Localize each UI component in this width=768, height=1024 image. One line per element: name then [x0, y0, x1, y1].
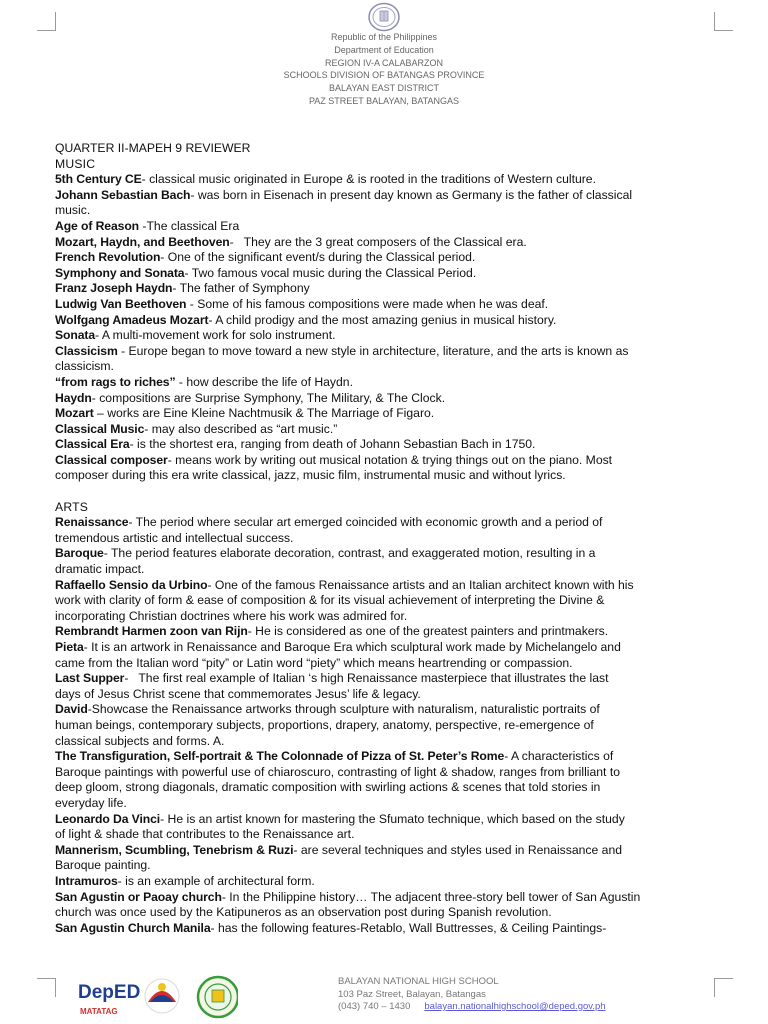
music-definition: - compositions are Surprise Symphony, The Military, & The Clock. — [91, 390, 446, 405]
arts-definition: days of Jesus Christ scene that commemorates Jesus’ life & legacy. — [55, 686, 421, 701]
music-term: Classicism — [55, 343, 118, 358]
music-definition: music. — [55, 203, 91, 218]
music-definition: - classical music originated in Europe & is rooted in the traditions of Western culture. — [141, 172, 596, 187]
footer-logos — [78, 972, 238, 1022]
music-definition: - may also described as “art music.” — [144, 421, 338, 436]
arts-definition: dramatic impact. — [55, 562, 145, 577]
arts-definition: - In the Philippine history… The adjacent three-story bell tower of San Agustin — [221, 889, 641, 904]
letterhead-line: PAZ STREET BALAYAN, BATANGAS — [308, 95, 460, 106]
arts-entry-line — [55, 578, 715, 594]
arts-entry-line — [55, 890, 715, 906]
arts-term: Leonardo Da Vinci — [55, 811, 161, 826]
arts-term: Last Supper — [55, 671, 125, 686]
arts-entry-line — [55, 812, 715, 828]
arts-entry-line — [55, 905, 715, 921]
music-entry-line — [55, 422, 715, 438]
arts-entry-line — [55, 921, 715, 937]
music-definition: - means work by writing out musical notation & trying things out on the piano. Most — [167, 452, 613, 467]
music-heading: MUSIC — [55, 156, 96, 171]
deped-logo-icon — [78, 982, 140, 1016]
bagong-pilipinas-logo-icon — [145, 979, 179, 1013]
arts-definition: of light & shade that contributes to the Renaissance art. — [55, 827, 355, 842]
arts-entry-line — [55, 827, 715, 843]
music-definition: - is the shortest era, ranging from death of Johann Sebastian Bach in 1750. — [129, 437, 536, 452]
music-definition: - how describe the life of Haydn. — [175, 374, 353, 389]
arts-definition: - The period features elaborate decoration, contrast, and exaggerated motion, resulting in a — [103, 546, 596, 561]
arts-entry-line — [55, 749, 715, 765]
arts-entry-line — [55, 718, 715, 734]
music-definition: – works are Eine Kleine Nachtmusik & The Marriage of Figaro. — [93, 406, 435, 421]
letterhead-line: BALAYAN EAST DISTRICT — [328, 83, 440, 94]
music-entry-line — [55, 344, 715, 360]
matatag-logo-text: MATATAG — [80, 1007, 118, 1016]
music-term: Classical Music — [55, 421, 145, 436]
arts-entry-line — [55, 858, 715, 874]
arts-entry-line — [55, 780, 715, 796]
music-term: Franz Joseph Haydn — [55, 281, 173, 296]
arts-entry-line — [55, 546, 715, 562]
music-definition: - Europe began to move toward a new style in architecture, literature, and the arts is known as — [117, 343, 629, 358]
reviewer-body — [55, 141, 715, 936]
arts-definition: everyday life. — [55, 795, 127, 810]
music-entry-line — [55, 235, 715, 251]
arts-entry-line — [55, 874, 715, 890]
music-term: Mozart — [55, 406, 94, 421]
letterhead-line: REGION IV-A CALABARZON — [324, 57, 444, 68]
crop-mark-top-right — [714, 12, 733, 31]
music-entry-line — [55, 391, 715, 407]
music-term: Symphony and Sonata — [55, 265, 185, 280]
music-definition: -The classical Era — [139, 218, 240, 233]
music-entry-line — [55, 172, 715, 188]
arts-entry-line — [55, 687, 715, 703]
music-definition: - A multi-movement work for solo instrument. — [95, 328, 336, 343]
arts-entry-line — [55, 515, 715, 531]
school-seal-icon — [198, 977, 238, 1017]
arts-definition: human beings, contemporary subjects, proportions, drapery, anatomy, perspective, re-emergence of — [55, 717, 594, 732]
arts-entry-line — [55, 562, 715, 578]
music-definition: - One of the significant event/s during the Classical period. — [160, 250, 476, 265]
music-entry-line — [55, 219, 715, 235]
music-definition: classicism. — [55, 359, 114, 374]
document-title: QUARTER II-MAPEH 9 REVIEWER — [55, 141, 251, 155]
arts-definition: Baroque painting. — [55, 858, 151, 873]
arts-term: The Transfiguration, Self-portrait & The Colonnade of Pizza of St. Peter’s Rome — [55, 749, 505, 764]
music-entry-line — [55, 375, 715, 391]
school-email-link[interactable]: balayan.nationalhighschool@deped.gov.ph — [424, 1001, 606, 1012]
music-entry-line — [55, 328, 715, 344]
music-definition: - The father of Symphony — [172, 281, 310, 296]
letterhead-line: Republic of the Philippines — [330, 32, 438, 42]
music-definition: - Some of his famous compositions were made when he was deaf. — [186, 296, 549, 311]
letterhead-line: SCHOOLS DIVISION OF BATANGAS PROVINCE — [283, 70, 485, 81]
music-definition: - was born in Eisenach in present day known as Germany is the father of classical — [190, 187, 633, 202]
letterhead-line: Department of Education — [334, 44, 434, 55]
arts-entry-line — [55, 734, 715, 750]
music-definition: - A child prodigy and the most amazing genius in musical history. — [208, 312, 557, 327]
music-term: Mozart, Haydn, and Beethoven — [55, 234, 230, 249]
school-phone: (043) 740 – 1430 — [338, 1001, 411, 1012]
arts-term: Intramuros — [55, 873, 118, 888]
footer-contact — [338, 976, 606, 1014]
music-term: Wolfgang Amadeus Mozart — [55, 312, 209, 327]
arts-entry-line — [55, 640, 715, 656]
arts-entry-line — [55, 593, 715, 609]
music-term: French Revolution — [55, 250, 161, 265]
music-entry-line — [55, 281, 715, 297]
arts-term: Renaissance — [55, 515, 129, 530]
arts-definition: Baroque paintings with powerful use of chiaroscuro, contrasting of light & shadow, ranges from brilliant to — [55, 764, 620, 779]
music-entry-line — [55, 250, 715, 266]
music-entry-line — [55, 313, 715, 329]
music-term: “from rags to riches” — [55, 374, 176, 389]
arts-definition: incorporating Christian doctrines where his work was admired for. — [55, 608, 408, 623]
arts-definition: - The first real example of Italian ‘s high Renaissance masterpiece that illustrates the last — [124, 671, 609, 686]
arts-entry-line — [55, 671, 715, 687]
music-term: Sonata — [55, 328, 96, 343]
music-definition: - They are the 3 great composers of the Classical era. — [229, 234, 527, 249]
arts-definition: - A characteristics of — [504, 749, 614, 764]
section-spacer — [55, 484, 715, 500]
music-term: Classical Era — [55, 437, 130, 452]
arts-entry-line — [55, 765, 715, 781]
arts-entry-line — [55, 843, 715, 859]
arts-entry-line — [55, 702, 715, 718]
crop-mark-bottom-right — [714, 978, 733, 997]
music-entry-line — [55, 188, 715, 204]
arts-term: Rembrandt Harmen zoon van Rijn — [55, 624, 248, 639]
music-entry-line — [55, 437, 715, 453]
arts-definition: classical subjects and forms. A. — [55, 733, 225, 748]
arts-entry-line — [55, 531, 715, 547]
arts-definition: -Showcase the Renaissance artworks through sculpture with naturalism, naturalistic portraits of — [87, 702, 600, 717]
arts-term: Raffaello Sensio da Urbino — [55, 577, 208, 592]
music-term: Ludwig Van Beethoven — [55, 296, 187, 311]
arts-definition: tremendous artistic and intellectual success. — [55, 530, 294, 545]
music-term: Age of Reason — [55, 218, 140, 233]
arts-definition: - One of the famous Renaissance artists and an Italian architect known with his — [207, 577, 634, 592]
school-address: 103 Paz Street, Balayan, Batangas — [338, 988, 486, 1000]
arts-definition: came from the Italian word “pity” or Latin word “piety” which means heartrending or compassion. — [55, 655, 573, 670]
music-term: Haydn — [55, 390, 92, 405]
music-term: 5th Century CE — [55, 172, 142, 187]
arts-definition: - The period where secular art emerged coincided with economic growth and a period of — [128, 515, 603, 530]
music-entry-line — [55, 406, 715, 422]
arts-definition: church was once used by the Katipuneros as an observation post during Spanish revolution. — [55, 905, 552, 920]
music-entry-line — [55, 453, 715, 469]
arts-term: Pieta — [55, 640, 84, 654]
music-definition: - Two famous vocal music during the Classical Period. — [184, 265, 477, 280]
arts-definition: - He is an artist known for mastering the Sfumato technique, which based on the study — [160, 811, 625, 826]
arts-term: Baroque — [55, 546, 104, 561]
arts-term: Mannerism, Scumbling, Tenebrism & Ruzi — [55, 842, 294, 857]
letterhead — [0, 31, 768, 108]
arts-heading: ARTS — [55, 499, 89, 514]
arts-term: David — [55, 702, 88, 717]
arts-definition: work with clarity of form & ease of composition & for its visual achievement of interpreting the Divine & — [55, 593, 605, 608]
arts-definition: - It is an artwork in Renaissance and Baroque Era which sculptural work made by Michelangelo and — [83, 640, 621, 654]
music-entry-line — [55, 468, 715, 484]
deped-seal-icon — [367, 2, 401, 32]
crop-mark-top-left — [37, 12, 56, 31]
music-entry-line — [55, 266, 715, 282]
arts-entry-line — [55, 656, 715, 672]
arts-term: San Agustin or Paoay church — [55, 889, 222, 904]
school-name: BALAYAN NATIONAL HIGH SCHOOL — [338, 976, 499, 987]
arts-entry-line — [55, 796, 715, 812]
arts-term: San Agustin Church Manila — [55, 920, 211, 935]
arts-definition: - are several techniques and styles used in Renaissance and — [293, 842, 623, 857]
arts-definition: deep gloom, strong diagonals, dramatic composition with swirling actions & scenes that told stories in — [55, 780, 601, 795]
music-term: Classical composer — [55, 452, 168, 467]
arts-definition: - He is considered as one of the greatest painters and printmakers. — [247, 624, 609, 639]
crop-mark-bottom-left — [37, 978, 56, 997]
music-entry-line — [55, 203, 715, 219]
music-entry-line — [55, 297, 715, 313]
music-entry-line — [55, 359, 715, 375]
arts-entry-line — [55, 609, 715, 625]
arts-definition: - has the following features-Retablo, Wall Buttresses, & Ceiling Paintings- — [210, 920, 607, 935]
arts-definition: - is an example of architectural form. — [117, 873, 315, 888]
music-definition: composer during this era write classical, jazz, music film, instrumental music and without lyrics. — [55, 468, 566, 483]
arts-entry-line — [55, 624, 715, 640]
deped-logo-text: DepED — [78, 982, 141, 1003]
music-term: Johann Sebastian Bach — [55, 187, 191, 202]
